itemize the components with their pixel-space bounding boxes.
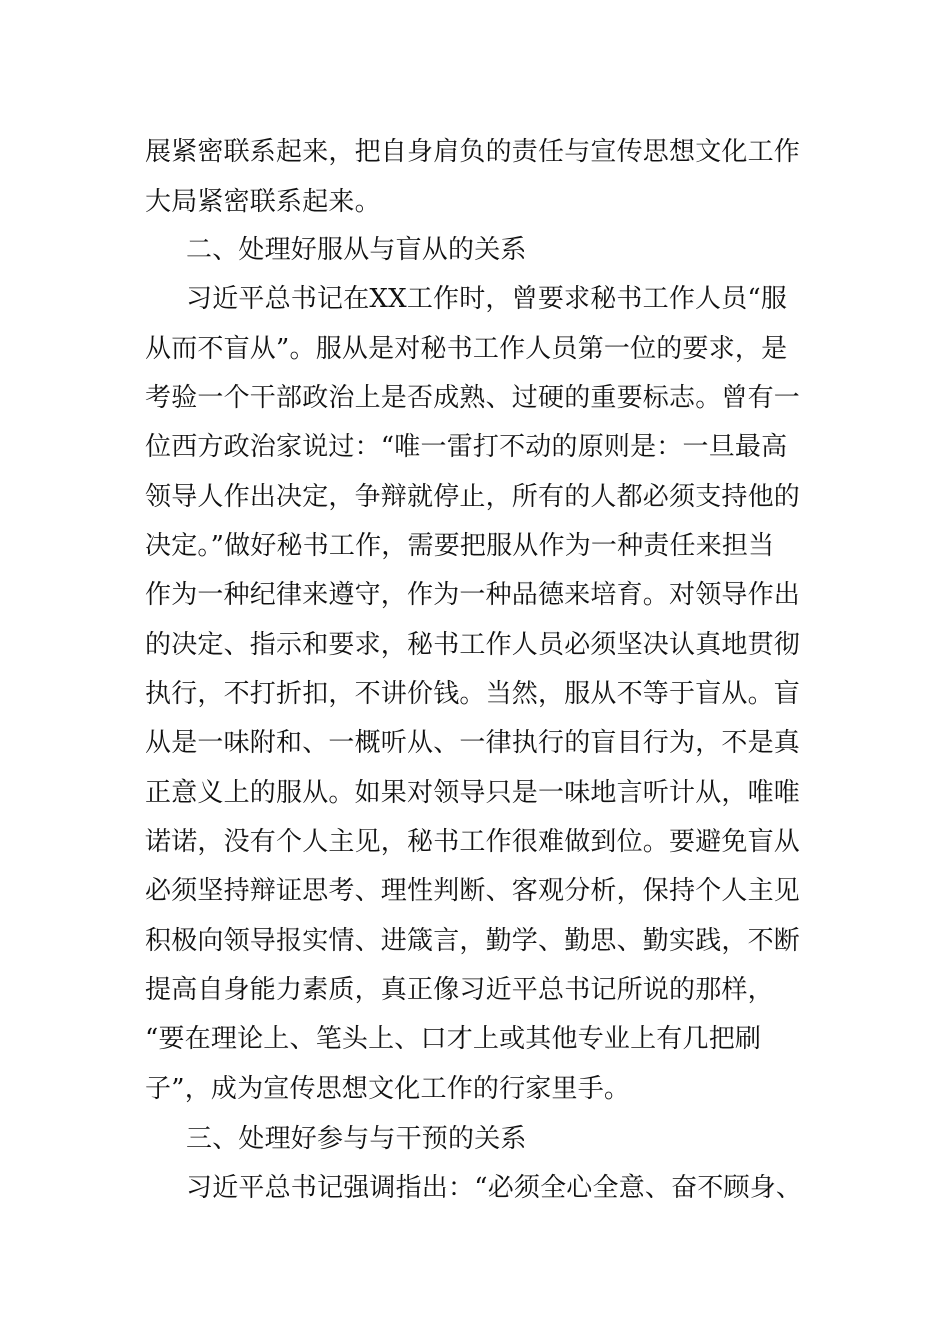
text-line: 提高自身能力素质，真正像习近平总书记所说的那样， (145, 975, 774, 1005)
text-line: 位西方政治家说过：“唯一雷打不动的原则是：一旦最高 (145, 432, 788, 462)
section-heading: 三、处理好参与与干预的关系 (186, 1124, 527, 1154)
text-line: 决定。”做好秘书工作，需要把服从作为一种责任来担当 (145, 531, 775, 561)
text-line: 执行，不打折扣，不讲价钱。当然，服从不等于盲从。盲 (145, 679, 801, 709)
text-line: 必须坚持辩证思考、理性判断、客观分析，保持个人主见 (145, 876, 801, 906)
text-line: 子”，成为宣传思想文化工作的行家里手。 (145, 1074, 631, 1104)
text-line: “要在理论上、笔头上、口才上或其他专业上有几把刷 (145, 1024, 762, 1054)
text-line: 习近平总书记在XX工作时，曾要求秘书工作人员“服 (186, 284, 788, 314)
text-line: 诺诺，没有个人主见，秘书工作很难做到位。要避免盲从 (145, 827, 801, 857)
text-line: 从而不盲从”。服从是对秘书工作人员第一位的要求，是 (145, 334, 788, 364)
text-line: 的决定、指示和要求，秘书工作人员必须坚决认真地贯彻 (145, 630, 801, 660)
text-line: 积极向领导报实情、进箴言，勤学、勤思、勤实践，不断 (145, 926, 801, 956)
text-line: 作为一种纪律来遵守，作为一种品德来培育。对领导作出 (145, 580, 801, 610)
text-line: 从是一味附和、一概听从、一律执行的盲目行为，不是真 (145, 728, 801, 758)
text-line: 大局紧密联系起来。 (145, 187, 381, 217)
text-line: 正意义上的服从。如果对领导只是一味地言听计从，唯唯 (145, 778, 801, 808)
text-line: 习近平总书记强调指出：“必须全心全意、奋不顾身、 (186, 1173, 803, 1203)
text-line: 考验一个干部政治上是否成熟、过硬的重要标志。曾有一 (145, 383, 801, 413)
text-line: 领导人作出决定，争辩就停止，所有的人都必须支持他的 (145, 482, 801, 512)
section-heading: 二、处理好服从与盲从的关系 (186, 235, 527, 265)
text-line: 展紧密联系起来，把自身肩负的责任与宣传思想文化工作 (145, 137, 801, 167)
